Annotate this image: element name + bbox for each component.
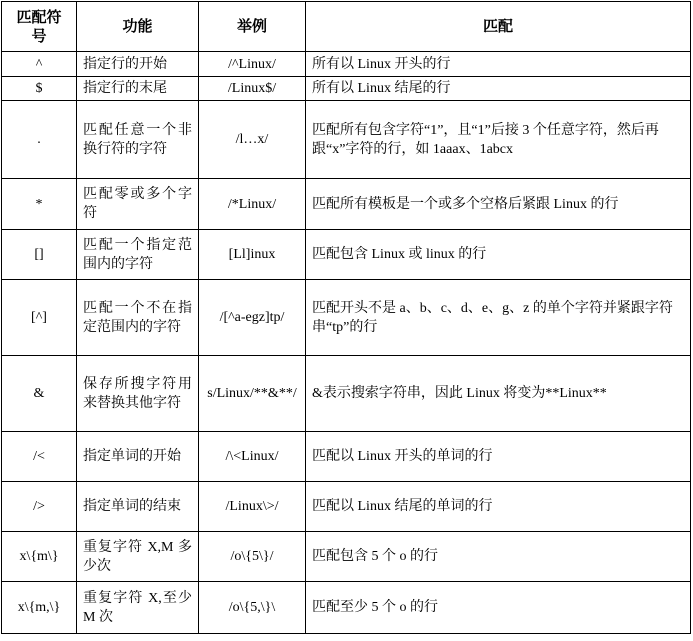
cell-symbol: x\{m,\} xyxy=(2,582,77,634)
cell-function: 重复字符 X,M 多少次 xyxy=(77,532,199,582)
cell-function: 保存所搜字符用来替换其他字符 xyxy=(77,356,199,432)
cell-match: 匹配包含 Linux 或 linux 的行 xyxy=(306,230,691,280)
cell-example: /Linux\>/ xyxy=(199,482,306,532)
header-match: 匹配 xyxy=(306,2,691,52)
header-example: 举例 xyxy=(199,2,306,52)
header-function: 功能 xyxy=(77,2,199,52)
cell-match: 所有以 Linux 结尾的行 xyxy=(306,77,691,101)
cell-function: 匹配任意一个非换行符的字符 xyxy=(77,101,199,179)
cell-function: 指定行的末尾 xyxy=(77,77,199,101)
cell-function: 指定单词的结束 xyxy=(77,482,199,532)
cell-function: 匹配一个不在指定范围内的字符 xyxy=(77,280,199,356)
table-row xyxy=(2,52,691,77)
table-row xyxy=(2,179,691,230)
cell-symbol: [^] xyxy=(2,280,77,356)
cell-example: /^Linux/ xyxy=(199,52,306,77)
cell-function: 指定单词的开始 xyxy=(77,432,199,482)
cell-symbol: * xyxy=(2,179,77,230)
cell-match: 所有以 Linux 开头的行 xyxy=(306,52,691,77)
table-row xyxy=(2,432,691,482)
cell-function: 匹配零或多个字符 xyxy=(77,179,199,230)
cell-example: /o\{5,\}\ xyxy=(199,582,306,634)
cell-example: /[^a-egz]tp/ xyxy=(199,280,306,356)
cell-symbol: x\{m\} xyxy=(2,532,77,582)
cell-match: 匹配包含 5 个 o 的行 xyxy=(306,532,691,582)
cell-symbol: [] xyxy=(2,230,77,280)
cell-example: /l…x/ xyxy=(199,101,306,179)
cell-symbol: /> xyxy=(2,482,77,532)
cell-match: 匹配所有模板是一个或多个空格后紧跟 Linux 的行 xyxy=(306,179,691,230)
cell-symbol: . xyxy=(2,101,77,179)
table-row xyxy=(2,482,691,532)
cell-match: 匹配至少 5 个 o 的行 xyxy=(306,582,691,634)
cell-example: /Linux$/ xyxy=(199,77,306,101)
cell-function: 匹配一个指定范围内的字符 xyxy=(77,230,199,280)
cell-function: 重复字符 X,至少 M 次 xyxy=(77,582,199,634)
header-row xyxy=(2,2,691,52)
table-row xyxy=(2,582,691,634)
cell-match: 匹配以 Linux 开头的单词的行 xyxy=(306,432,691,482)
table-row xyxy=(2,230,691,280)
cell-symbol: $ xyxy=(2,77,77,101)
cell-example: /\<Linux/ xyxy=(199,432,306,482)
cell-function: 指定行的开始 xyxy=(77,52,199,77)
table-row xyxy=(2,356,691,432)
cell-example: s/Linux/**&**/ xyxy=(199,356,306,432)
cell-match: 匹配以 Linux 结尾的单词的行 xyxy=(306,482,691,532)
cell-example: /*Linux/ xyxy=(199,179,306,230)
table-row xyxy=(2,77,691,101)
cell-symbol: ^ xyxy=(2,52,77,77)
cell-match: 匹配所有包含字符“1”，且“1”后接 3 个任意字符，然后再跟“x”字符的行，如 1aaax、1abcx xyxy=(306,101,691,179)
table-row xyxy=(2,101,691,179)
table-row xyxy=(2,532,691,582)
cell-match: &表示搜索字符串，因此 Linux 将变为**Linux** xyxy=(306,356,691,432)
cell-match: 匹配开头不是 a、b、c、d、e、g、z 的单个字符并紧跟字符串“tp”的行 xyxy=(306,280,691,356)
cell-symbol: & xyxy=(2,356,77,432)
cell-example: /o\{5\}/ xyxy=(199,532,306,582)
header-symbol: 匹配符号 xyxy=(2,2,77,52)
regex-table xyxy=(1,1,691,634)
cell-example: [Ll]inux xyxy=(199,230,306,280)
cell-symbol: /< xyxy=(2,432,77,482)
table-row xyxy=(2,280,691,356)
